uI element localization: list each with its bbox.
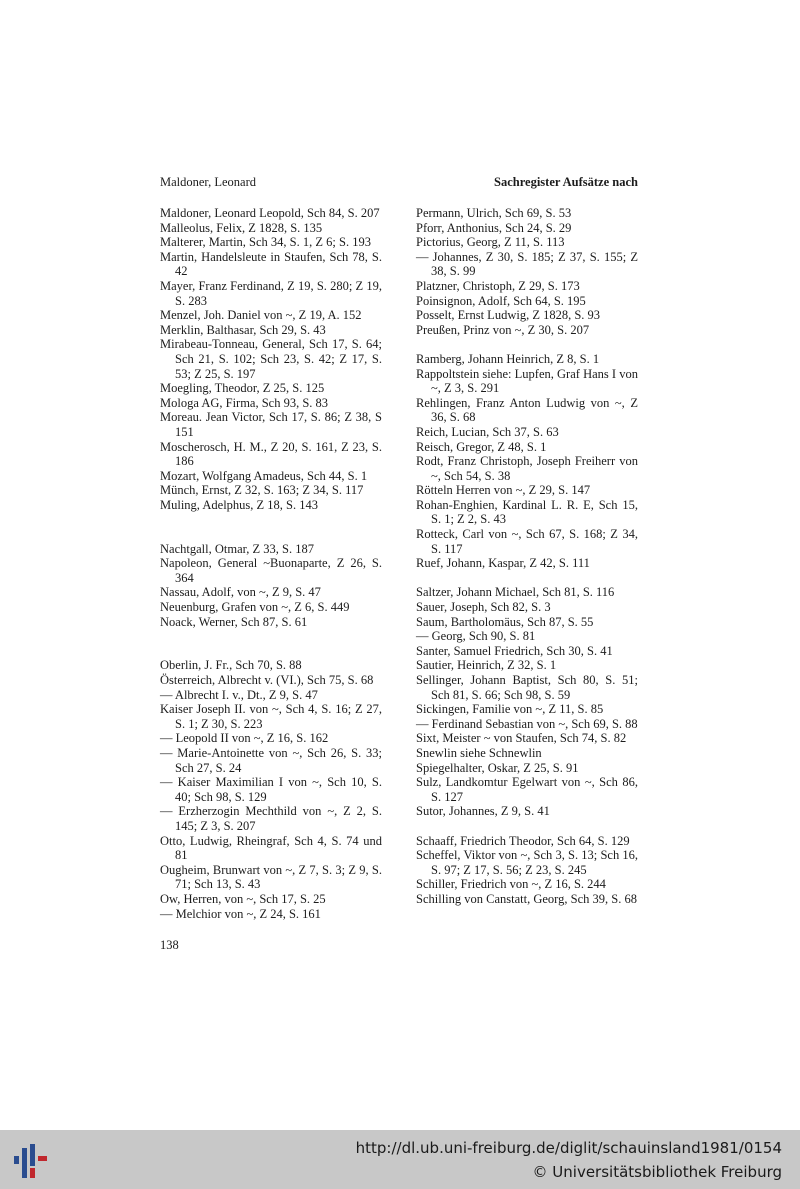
index-entry: Pictorius, Georg, Z 11, S. 113 (416, 235, 565, 250)
section-gap (416, 571, 638, 586)
index-entry: Sixt, Meister ~ von Staufen, Sch 74, S. 82 (416, 731, 627, 746)
index-entry: Reich, Lucian, Sch 37, S. 63 (416, 424, 559, 439)
index-entry: Moreau. Jean Victor, Sch 17, S. 86; Z 38, S 151 (160, 410, 382, 439)
index-entry: Preußen, Prinz von ~, Z 30, S. 207 (416, 322, 590, 337)
index-entry: Sickingen, Familie von ~, Z 11, S. 85 (416, 702, 604, 717)
index-entry: — Erzherzogin Mechthild von ~, Z 2, S. 145; Z 3, S. 207 (160, 804, 382, 833)
index-entry: Noack, Werner, Sch 87, S. 61 (160, 614, 308, 629)
index-entry: — Melchior von ~, Z 24, S. 161 (160, 906, 321, 921)
index-entry: Nassau, Adolf, von ~, Z 9, S. 47 (160, 585, 321, 600)
index-entry: Martin, Handelsleute in Staufen, Sch 78, S. 42 (160, 249, 382, 279)
section-gap (416, 819, 638, 834)
index-entry: Reisch, Gregor, Z 48, S. 1 (416, 439, 547, 454)
index-entry: Maldoner, Leonard Leopold, Sch 84, S. 207 (160, 206, 380, 220)
index-entry: Spiegelhalter, Oskar, Z 25, S. 91 (416, 760, 579, 775)
index-entry: Santer, Samuel Friedrich, Sch 30, S. 41 (416, 643, 613, 658)
index-entry: Rehlingen, Franz Anton Ludwig von ~, Z 36, S. 68 (416, 395, 638, 425)
index-entry: Snewlin siehe Schnewlin (416, 745, 542, 760)
index-entry: Österreich, Albrecht v. (VI.), Sch 75, S. 68 (160, 673, 374, 687)
index-entry: Oberlin, J. Fr., Sch 70, S. 88 (160, 658, 302, 673)
index-entry: — Georg, Sch 90, S. 81 (416, 629, 536, 644)
index-entry: — Albrecht I. v., Dt., Z 9, S. 47 (160, 687, 318, 702)
section-gap (160, 629, 382, 658)
index-entry: — Leopold II von ~, Z 16, S. 162 (160, 731, 329, 746)
index-entry: Scheffel, Viktor von ~, Sch 3, S. 13; Sch 16, S. 97; Z 17, S. 56; Z 23, S. 245 (416, 848, 638, 877)
index-entry: Moscherosch, H. M., Z 20, S. 161, Z 23, S. 186 (160, 439, 382, 469)
index-entry: Neuenburg, Grafen von ~, Z 6, S. 449 (160, 600, 350, 615)
index-entry: Rötteln Herren von ~, Z 29, S. 147 (416, 483, 591, 498)
index-entry: Merklin, Balthasar, Sch 29, S. 43 (160, 322, 326, 337)
index-entry: Otto, Ludwig, Rheingraf, Sch 4, S. 74 und 81 (160, 833, 382, 863)
index-entry: Menzel, Joh. Daniel von ~, Z 19, A. 152 (160, 308, 362, 323)
index-entry: Malterer, Martin, Sch 34, S. 1, Z 6; S. 193 (160, 235, 371, 250)
index-entry: — Ferdinand Sebastian von ~, Sch 69, S. 88 (416, 716, 638, 731)
index-entry: Saltzer, Johann Michael, Sch 81, S. 116 (416, 585, 615, 600)
index-entry: Muling, Adelphus, Z 18, S. 143 (160, 497, 318, 512)
index-column-left (160, 206, 382, 921)
viewer-footer (0, 1130, 800, 1189)
index-entry: Ougheim, Brunwart von ~, Z 7, S. 3; Z 9, S. 71; Sch 13, S. 43 (160, 862, 382, 892)
index-entry: Ruef, Johann, Kaspar, Z 42, S. 111 (416, 556, 590, 571)
index-entry: Sutor, Johannes, Z 9, S. 41 (416, 804, 550, 819)
index-entry: Ow, Herren, von ~, Sch 17, S. 25 (160, 891, 326, 906)
index-entry: Sulz, Landkomtur Egelwart von ~, Sch 86, S. 127 (416, 775, 638, 804)
index-entry: Kaiser Joseph II. von ~, Sch 4, S. 16; Z 27, S. 1; Z 30, S. 223 (160, 702, 382, 731)
index-entry: Rappoltstein siehe: Lupfen, Graf Hans I von ~, Z 3, S. 291 (416, 366, 638, 396)
running-head-right: Sachregister Aufsätze nach (494, 175, 638, 189)
index-entry: Schiller, Friedrich von ~, Z 16, S. 244 (416, 877, 606, 892)
section-gap (160, 512, 382, 541)
index-entry: Mayer, Franz Ferdinand, Z 19, S. 280; Z 19, S. 283 (160, 278, 382, 308)
index-column-right (416, 206, 638, 907)
index-entry: — Johannes, Z 30, S. 185; Z 37, S. 155; Z 38, S. 99 (416, 249, 638, 279)
index-entry: Rodt, Franz Christoph, Joseph Freiherr von ~, Sch 54, S. 38 (416, 454, 638, 483)
section-gap (416, 337, 638, 352)
index-entry: Nachtgall, Otmar, Z 33, S. 187 (160, 541, 314, 556)
index-entry: Sellinger, Johann Baptist, Sch 80, S. 51; Sch 81, S. 66; Sch 98, S. 59 (416, 673, 638, 702)
index-entry: Sauer, Joseph, Sch 82, S. 3 (416, 600, 551, 615)
index-entry: Permann, Ulrich, Sch 69, S. 53 (416, 206, 572, 220)
permalink-url[interactable]: http://dl.ub.uni-freiburg.de/diglit/schauinsland1981/0154 (355, 1139, 782, 1157)
running-head-left: Maldoner, Leonard (160, 175, 256, 189)
index-entry: Rohan-Enghien, Kardinal L. R. E, Sch 15, S. 1; Z 2, S. 43 (416, 497, 638, 527)
index-entry: Rotteck, Carl von ~, Sch 67, S. 168; Z 34, S. 117 (416, 527, 638, 556)
index-entry: Pforr, Anthonius, Sch 24, S. 29 (416, 220, 572, 235)
index-entry: Posselt, Ernst Ludwig, Z 1828, S. 93 (416, 308, 601, 323)
index-entry: Malleolus, Felix, Z 1828, S. 135 (160, 220, 323, 235)
index-entry: Poinsignon, Adolf, Sch 64, S. 195 (416, 293, 586, 308)
index-entry: — Kaiser Maximilian I von ~, Sch 10, S. 40; Sch 98, S. 129 (160, 775, 382, 804)
page-number: 138 (160, 938, 179, 952)
index-entry: Sautier, Heinrich, Z 32, S. 1 (416, 658, 557, 673)
ub-freiburg-logo-icon (10, 1138, 52, 1182)
index-entry: Platzner, Christoph, Z 29, S. 173 (416, 278, 580, 293)
index-entry: Mirabeau-Tonneau, General, Sch 17, S. 64; Sch 21, S. 102; Sch 23, S. 42; Z 17, S. 53; Z 25, S. 197 (160, 337, 382, 381)
index-entry: Napoleon, General ~Buonaparte, Z 26, S. 364 (160, 556, 382, 585)
copyright-notice: © Universitätsbibliothek Freiburg (532, 1163, 782, 1181)
index-entry: Moegling, Theodor, Z 25, S. 125 (160, 381, 325, 396)
index-entry: Ramberg, Johann Heinrich, Z 8, S. 1 (416, 351, 600, 366)
index-entry: Münch, Ernst, Z 32, S. 163; Z 34, S. 117 (160, 483, 364, 498)
index-entry: Schaaff, Friedrich Theodor, Sch 64, S. 129 (416, 833, 630, 848)
index-entry: — Marie-Antoinette von ~, Sch 26, S. 33; Sch 27, S. 24 (160, 745, 382, 775)
index-entry: Schilling von Canstatt, Georg, Sch 39, S. 68 (416, 891, 637, 906)
index-entry: Mozart, Wolfgang Amadeus, Sch 44, S. 1 (160, 468, 368, 483)
index-entry: Saum, Bartholomäus, Sch 87, S. 55 (416, 614, 594, 629)
index-entry: Mologa AG, Firma, Sch 93, S. 83 (160, 395, 329, 410)
